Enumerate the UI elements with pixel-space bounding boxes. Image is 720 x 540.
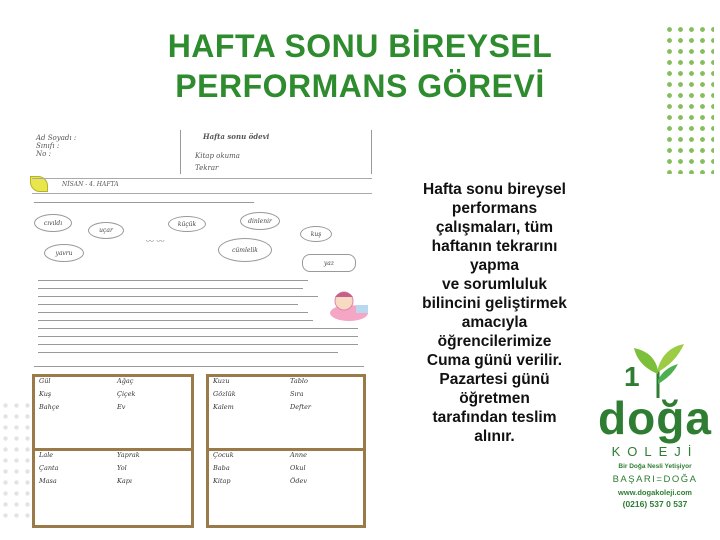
frame-word: Kuş xyxy=(39,390,52,398)
frame-word: Bahçe xyxy=(39,403,60,411)
frame-word: Yol xyxy=(117,464,127,472)
girl-illustration xyxy=(328,287,370,323)
logo-website: www.dogakoleji.com xyxy=(618,488,692,497)
word-cloud: dinlenir xyxy=(240,212,280,230)
frame-word: Sıra xyxy=(290,390,304,398)
logo-tagline: Bir Doğa Nesli Yetişiyor xyxy=(618,463,692,470)
frame-word: Çiçek xyxy=(117,390,136,398)
worksheet-image xyxy=(30,130,375,535)
frame-word: Masa xyxy=(39,477,57,485)
word-cloud: cıvıldı xyxy=(34,214,72,232)
frame-word: Ağaç xyxy=(117,377,134,385)
banner-text: NİSAN - 4. HAFTA xyxy=(62,181,119,188)
word-cloud: küçük xyxy=(168,216,206,232)
word-frame xyxy=(206,374,366,454)
word-cloud: kuş xyxy=(300,226,332,242)
worksheet-no-label: No : xyxy=(36,150,51,158)
frame-word: Defter xyxy=(290,403,312,411)
worksheet-banner xyxy=(32,178,372,194)
worksheet-name-label: Ad Soyadı : xyxy=(36,134,77,142)
frame-word: Gül xyxy=(39,377,51,385)
frame-word: Anne xyxy=(290,451,307,459)
frame-word: Lale xyxy=(39,451,54,459)
sprout-icon xyxy=(618,340,698,400)
instruction-line xyxy=(34,202,254,203)
word-frame xyxy=(206,448,366,528)
description-text: Hafta sonu bireysel performans çalışmaları, tüm haftanın tekrarını yapma ve sorumluluk bilincini geliştirmek amacıyla öğrencilerimize Cuma günü verilir. Pazartesi günü öğretmen tarafından teslim alınır. xyxy=(422,181,567,445)
logo-motto: BAŞARI=DOĞA xyxy=(612,474,698,485)
word-cloud: yaz xyxy=(302,254,356,272)
word-frame xyxy=(32,448,194,528)
title-line-2: PERFORMANS GÖREVİ xyxy=(175,68,545,104)
page-title xyxy=(40,26,680,106)
frame-word: Kapı xyxy=(117,477,132,485)
worksheet-class-label: Sınıfı : xyxy=(36,142,60,150)
frame-word: Çocuk xyxy=(213,451,234,459)
frame-word: Kalem xyxy=(213,403,234,411)
homework-box-heading: Hafta sonu ödevi xyxy=(203,132,270,141)
logo-phone: (0216) 537 0 537 xyxy=(622,499,688,509)
word-cloud: cümlelik xyxy=(218,238,272,262)
frame-word: Gözlük xyxy=(213,390,236,398)
title-line-1: HAFTA SONU BİREYSEL xyxy=(167,28,553,64)
frame-word: Yaprak xyxy=(117,451,140,459)
frame-word: Ev xyxy=(117,403,126,411)
logo-kolej: KOLEJİ xyxy=(611,444,699,459)
homework-box-item: Kitap okuma xyxy=(195,152,240,160)
frame-word: Ödev xyxy=(290,477,308,485)
frame-word: Kitap xyxy=(213,477,231,485)
frame-word: Tablo xyxy=(290,377,308,385)
frame-word: Kuzu xyxy=(213,377,230,385)
doga-koleji-logo xyxy=(594,340,716,530)
word-frame xyxy=(32,374,194,454)
worksheet-homework-box xyxy=(180,130,372,174)
birds-icon: 〰 〰 xyxy=(146,237,165,246)
word-cloud: yavru xyxy=(44,244,84,262)
logo-word: doğa xyxy=(598,392,712,444)
logo-number: 1 xyxy=(624,361,640,392)
word-cloud: uçar xyxy=(88,222,124,239)
frame-word: Baba xyxy=(213,464,230,472)
homework-box-item: Tekrar xyxy=(195,164,219,172)
frame-word: Okul xyxy=(290,464,306,472)
frame-word: Çanta xyxy=(39,464,59,472)
